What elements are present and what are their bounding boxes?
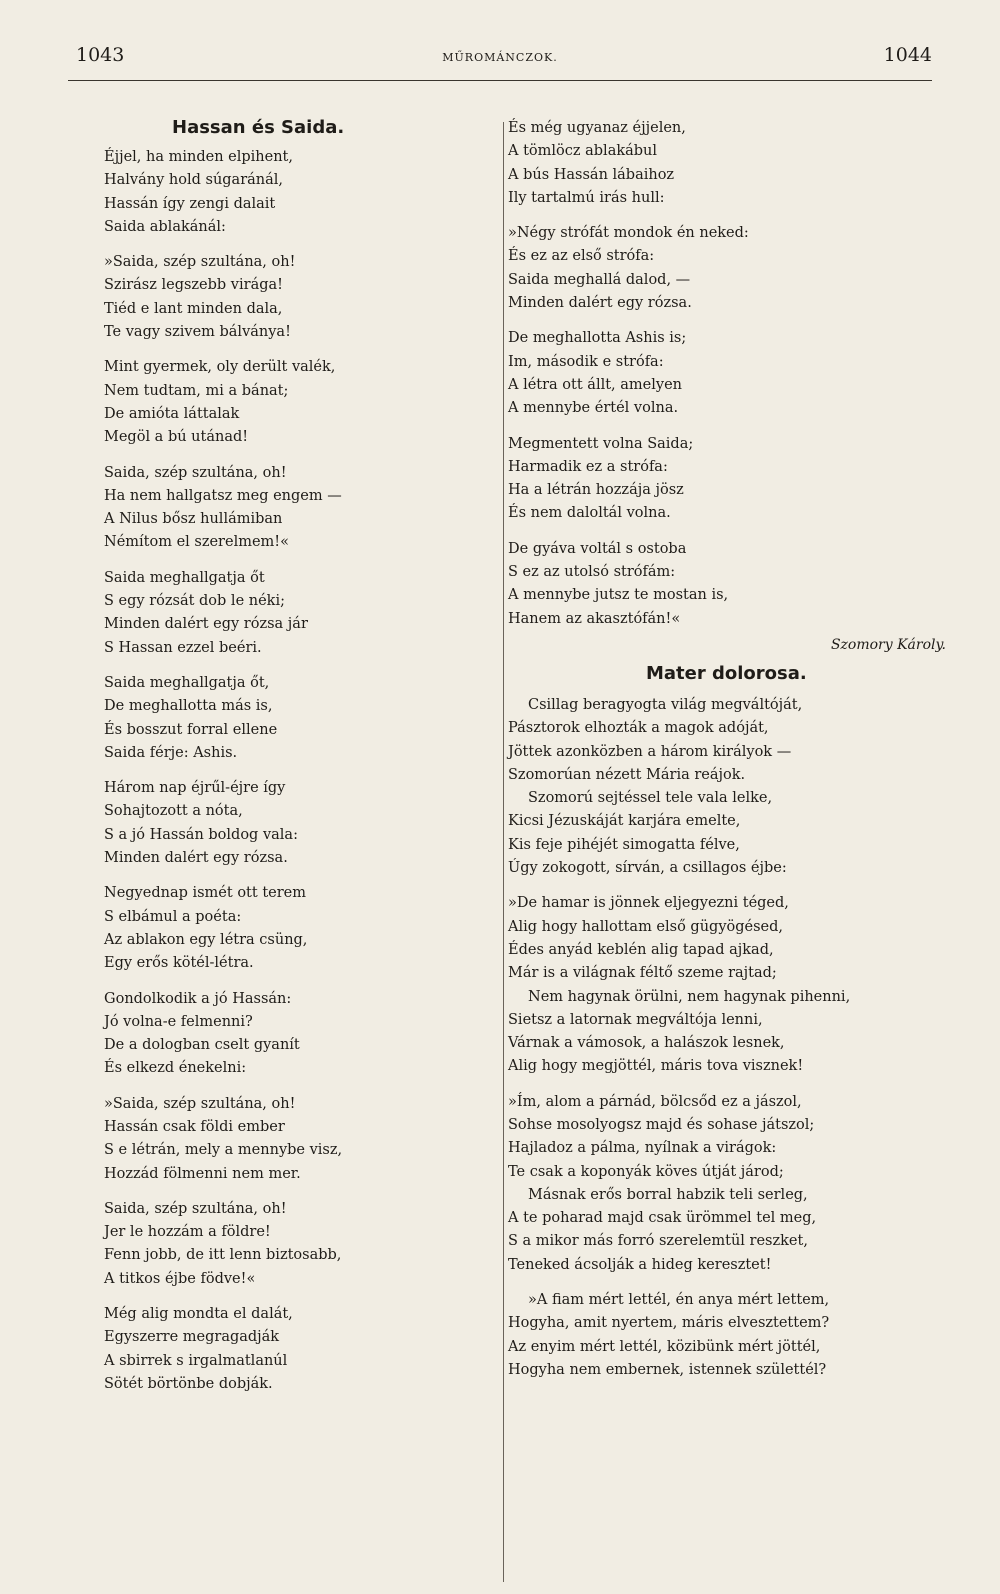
stanza <box>104 1198 484 1291</box>
verse-line: De gyáva voltál s ostoba <box>508 540 687 557</box>
stanza <box>508 1289 952 1382</box>
verse-line: Harmadik ez a strófa: <box>508 458 668 475</box>
verse-line: Nem tudtam, mi a bánat; <box>104 382 289 399</box>
verse-line: Kis feje pihéjét simogatta félve, <box>508 836 740 853</box>
verse-line: Várnak a vámosok, a halászok lesnek, <box>508 1035 785 1052</box>
verse-line: »A fiam mért lettél, én anya mért lettem, <box>528 1292 830 1309</box>
stanza <box>104 1303 484 1396</box>
verse-line: Saida meghallgatja őt, <box>104 674 270 691</box>
verse-line: Sötét börtönbe dobják. <box>104 1375 273 1392</box>
stanza <box>508 892 952 1078</box>
verse-line: De amióta láttalak <box>104 405 240 422</box>
stanza <box>104 988 484 1081</box>
verse-line: Ha nem hallgatsz meg engem — <box>104 487 342 504</box>
verse-line: A Nilus bősz hullámiban <box>104 511 283 528</box>
left-column <box>104 117 484 1408</box>
verse-line: Minden dalért egy rózsa. <box>508 295 692 312</box>
verse-line: És nem daloltál volna. <box>508 505 671 522</box>
verse-line: Negyednap ismét ott terem <box>104 885 306 902</box>
verse-line: Sohse mosolyogsz majd és sohase játszol; <box>508 1116 815 1133</box>
verse-line: »Saida, szép szultána, oh! <box>104 1095 296 1112</box>
verse-line: Jöttek azonközben a három királyok — <box>508 743 792 760</box>
verse-line: Hozzád fölmenni nem mer. <box>104 1165 301 1182</box>
verse-line: Kicsi Jézuskáját karjára emelte, <box>508 813 741 830</box>
verse-line: Jó volna-e felmenni? <box>104 1013 253 1030</box>
poem-body <box>508 694 952 1382</box>
verse-line: Éjjel, ha minden elpihent, <box>104 149 293 165</box>
verse-line: Szirász legszebb virága! <box>104 277 283 294</box>
verse-line: Saida, szép szultána, oh! <box>104 464 287 481</box>
verse-line: Csillag beragyogta világ megváltóját, <box>528 696 803 713</box>
page-header <box>68 44 932 81</box>
verse-line: Hassán csak földi ember <box>104 1118 285 1135</box>
verse-line: Megöl a bú utánad! <box>104 429 249 446</box>
stanza <box>104 146 484 239</box>
verse-line: A titkos éjbe födve!« <box>104 1270 256 1287</box>
verse-line: Im, második e strófa: <box>508 353 664 370</box>
verse-line: Úgy zokogott, sírván, a csillagos éjbe: <box>508 860 787 877</box>
stanza <box>508 117 952 210</box>
verse-line: Már is a világnak féltő szeme rajtad; <box>508 965 777 982</box>
poem-body <box>104 146 484 1396</box>
stanza <box>508 433 952 526</box>
stanza <box>104 567 484 660</box>
verse-line: Minden dalért egy rózsa jár <box>104 616 308 633</box>
verse-line: Tiéd e lant minden dala, <box>104 300 283 317</box>
verse-line: »Saida, szép szultána, oh! <box>104 254 296 271</box>
poem-title: Mater dolorosa. <box>646 662 807 684</box>
verse-line: Az enyim mért lettél, közibünk mért jöttél, <box>508 1338 821 1355</box>
right-page-number: 1044 <box>883 44 932 66</box>
author-signature: Szomory Károly. <box>830 636 946 653</box>
poem-continuation <box>508 117 952 631</box>
verse-line: Sietsz a latornak megváltója lenni, <box>508 1011 763 1028</box>
verse-line: Hogyha nem embernek, istennek születtél? <box>508 1361 827 1378</box>
verse-line: »Négy strófát mondok én neked: <box>508 225 749 242</box>
verse-line: Egy erős kötél-létra. <box>104 955 254 972</box>
verse-line: Saida meghallgatja őt <box>104 569 265 586</box>
stanza <box>104 251 484 344</box>
verse-line: S egy rózsát dob le néki; <box>104 593 285 610</box>
verse-line: Egyszerre megragadják <box>104 1329 280 1346</box>
verse-line: És elkezd énekelni: <box>104 1060 247 1077</box>
stanza <box>508 694 952 880</box>
stanza <box>104 777 484 870</box>
verse-line: Minden dalért egy rózsa. <box>104 850 288 867</box>
verse-line: A bús Hassán lábaihoz <box>508 166 675 183</box>
verse-line: Te vagy szivem bálványa! <box>104 324 291 341</box>
running-title: MŰROMÁNCZOK. <box>442 51 558 64</box>
stanza <box>508 327 952 420</box>
verse-line: Szomorúan nézett Mária reájok. <box>508 766 746 783</box>
stanza <box>104 356 484 449</box>
verse-line: Pásztorok elhozták a magok adóját, <box>508 720 769 737</box>
verse-line: Fenn jobb, de itt lenn biztosabb, <box>104 1247 342 1264</box>
stanza <box>104 462 484 555</box>
verse-line: De a dologban cselt gyanít <box>104 1037 300 1054</box>
verse-line: A létra ott állt, amelyen <box>508 376 682 393</box>
poem-title: Hassan és Saida. <box>172 117 345 138</box>
verse-line: A te poharad majd csak ürömmel tel meg, <box>508 1210 817 1227</box>
verse-line: Édes anyád keblén alig tapad ajkad, <box>508 941 774 958</box>
verse-line: A sbirrek s irgalmatlanúl <box>104 1352 288 1369</box>
right-column <box>508 117 952 1394</box>
verse-line: Még alig mondta el dalát, <box>104 1306 293 1323</box>
verse-line: S elbámul a poéta: <box>104 908 242 925</box>
stanza <box>104 882 484 975</box>
verse-line: Jer le hozzám a földre! <box>104 1224 271 1241</box>
verse-line: Alig hogy megjöttél, máris tova visznek! <box>508 1058 804 1075</box>
verse-line: Hogyha, amit nyertem, máris elvesztettem? <box>508 1315 830 1332</box>
verse-line: Saida ablakánál: <box>104 218 226 235</box>
verse-line: Gondolkodik a jó Hassán: <box>104 990 292 1007</box>
stanza <box>104 672 484 765</box>
verse-line: De meghallotta más is, <box>104 698 273 715</box>
verse-line: Hassán így zengi dalait <box>104 195 276 212</box>
verse-line: És ez az első strófa: <box>508 248 655 265</box>
verse-line: Saida meghallá dalod, — <box>508 271 691 288</box>
verse-line: A mennybe jutsz te mostan is, <box>508 587 729 604</box>
verse-line: És még ugyanaz éjjelen, <box>508 120 686 136</box>
verse-line: Saida, szép szultána, oh! <box>104 1200 287 1217</box>
verse-line: »Ím, alom a párnád, bölcsőd ez a jászol, <box>508 1093 802 1110</box>
left-page-number: 1043 <box>76 44 125 66</box>
verse-line: Saida férje: Ashis. <box>104 744 238 761</box>
verse-line: Ily tartalmú irás hull: <box>508 189 665 206</box>
verse-line: Megmentett volna Saida; <box>508 435 694 452</box>
verse-line: Másnak erős borral habzik teli serleg, <box>528 1186 808 1203</box>
verse-line: És bosszut forral ellene <box>104 721 278 738</box>
verse-line: A mennybe értél volna. <box>508 400 679 417</box>
stanza <box>508 1091 952 1277</box>
verse-line: S Hassan ezzel beéri. <box>104 639 262 656</box>
verse-line: S a jó Hassán boldog vala: <box>104 826 298 843</box>
verse-line: De meghallotta Ashis is; <box>508 330 687 347</box>
stanza <box>104 1093 484 1186</box>
verse-line: A tömlöcz ablakábul <box>508 143 658 160</box>
verse-line: Sohajtozott a nóta, <box>104 803 243 820</box>
verse-line: Teneked ácsolják a hideg keresztet! <box>508 1256 772 1273</box>
verse-line: Ha a létrán hozzája jösz <box>508 482 684 499</box>
verse-line: Halvány hold súgaránál, <box>104 172 284 189</box>
verse-line: Nem hagynak örülni, nem hagynak pihenni, <box>528 988 851 1005</box>
verse-line: Te csak a koponyák köves útját járod; <box>508 1163 784 1180</box>
verse-line: S e létrán, mely a mennybe visz, <box>104 1142 343 1159</box>
stanza <box>508 222 952 315</box>
verse-line: Mint gyermek, oly derült valék, <box>104 359 336 376</box>
stanza <box>508 538 952 631</box>
verse-line: Hanem az akasztófán!« <box>508 610 681 627</box>
verse-line: Szomorú sejtéssel tele vala lelke, <box>528 790 773 807</box>
verse-line: S a mikor más forró szerelemtül reszket, <box>508 1233 808 1250</box>
verse-line: Némítom el szerelmem!« <box>104 534 289 551</box>
verse-line: Három nap éjrűl-éjre így <box>104 780 286 797</box>
verse-line: »De hamar is jönnek eljegyezni téged, <box>508 895 789 912</box>
verse-line: S ez az utolsó strófám: <box>508 564 676 581</box>
column-divider <box>503 122 504 1582</box>
verse-line: Az ablakon egy létra csüng, <box>104 931 308 948</box>
verse-line: Alig hogy hallottam első gügyögésed, <box>508 918 784 935</box>
verse-line: Hajladoz a pálma, nyílnak a virágok: <box>508 1140 777 1157</box>
